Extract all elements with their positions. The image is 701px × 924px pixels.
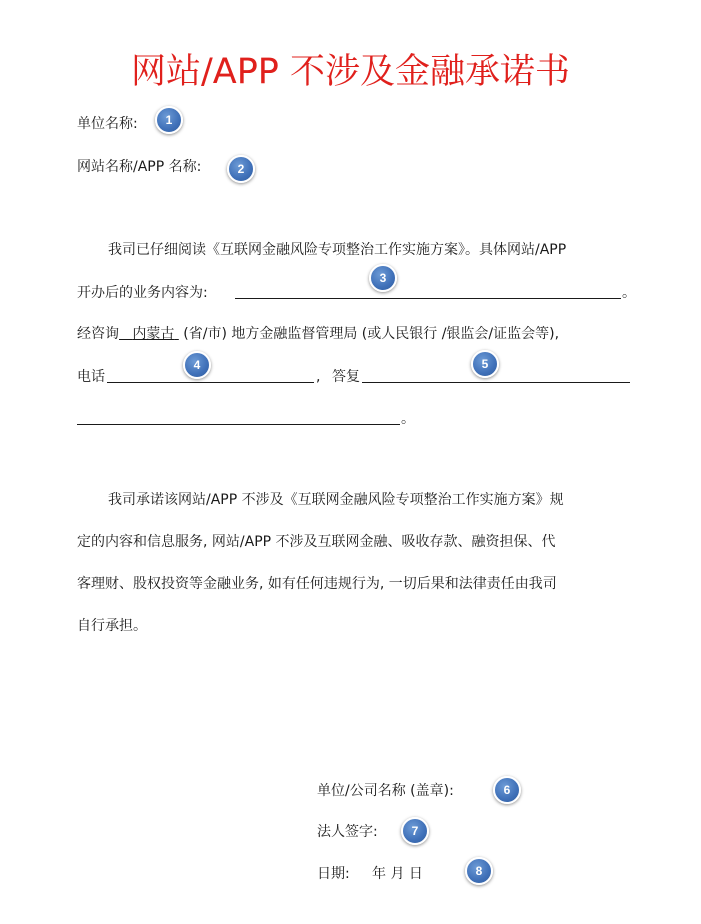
region-value: 内蒙古 xyxy=(132,326,175,342)
document-title: 网站/APP 不涉及金融承诺书 xyxy=(130,52,571,92)
para1-line1: 我司已仔细阅读《互联网金融风险专项整治工作实施方案》。具体网站/APP xyxy=(108,242,567,258)
badge-3[interactable]: 3 xyxy=(369,264,397,292)
badge-4[interactable]: 4 xyxy=(183,351,211,379)
consult-prefix: 经咨询 xyxy=(77,326,119,342)
date-label: 日期: xyxy=(317,866,350,882)
para1-line5-end: 。 xyxy=(401,411,415,427)
region-field[interactable] xyxy=(119,326,179,342)
reply-field-continued[interactable] xyxy=(77,424,400,425)
company-seal-label: 单位/公司名称 (盖章): xyxy=(317,783,454,799)
para1-line3 xyxy=(77,325,559,343)
para2-line1: 我司承诺该网站/APP 不涉及《互联网金融风险专项整治工作实施方案》规 xyxy=(108,492,564,508)
business-content-label: 开办后的业务内容为: xyxy=(77,285,208,301)
legal-signature-label: 法人签字: xyxy=(317,824,378,840)
badge-5[interactable]: 5 xyxy=(471,350,499,378)
para2-line2: 定的内容和信息服务, 网站/APP 不涉及互联网金融、吸收存款、融资担保、代 xyxy=(77,534,556,550)
para1-line2-end: 。 xyxy=(622,285,636,301)
badge-6[interactable]: 6 xyxy=(493,776,521,804)
consult-suffix: (省/市) 地方金融监督管理局 (或人民银行 /银监会/证监会等), xyxy=(183,326,560,342)
phone-field[interactable] xyxy=(107,382,314,383)
business-content-field[interactable] xyxy=(235,298,621,299)
para2-line4: 自行承担。 xyxy=(77,618,147,634)
unit-name-label: 单位名称: xyxy=(77,116,138,132)
reply-field[interactable] xyxy=(362,382,630,383)
phone-separator: , xyxy=(316,369,321,385)
badge-7[interactable]: 7 xyxy=(401,817,429,845)
reply-label: 答复 xyxy=(332,369,360,385)
badge-1[interactable]: 1 xyxy=(155,106,183,134)
badge-8[interactable]: 8 xyxy=(465,857,493,885)
site-name-label: 网站名称/APP 名称: xyxy=(77,159,202,175)
badge-2[interactable]: 2 xyxy=(227,155,255,183)
date-value: 年 月 日 xyxy=(372,866,423,882)
para2-line3: 客理财、股权投资等金融业务, 如有任何违规行为, 一切后果和法律责任由我司 xyxy=(77,576,557,592)
phone-label: 电话 xyxy=(77,369,105,385)
